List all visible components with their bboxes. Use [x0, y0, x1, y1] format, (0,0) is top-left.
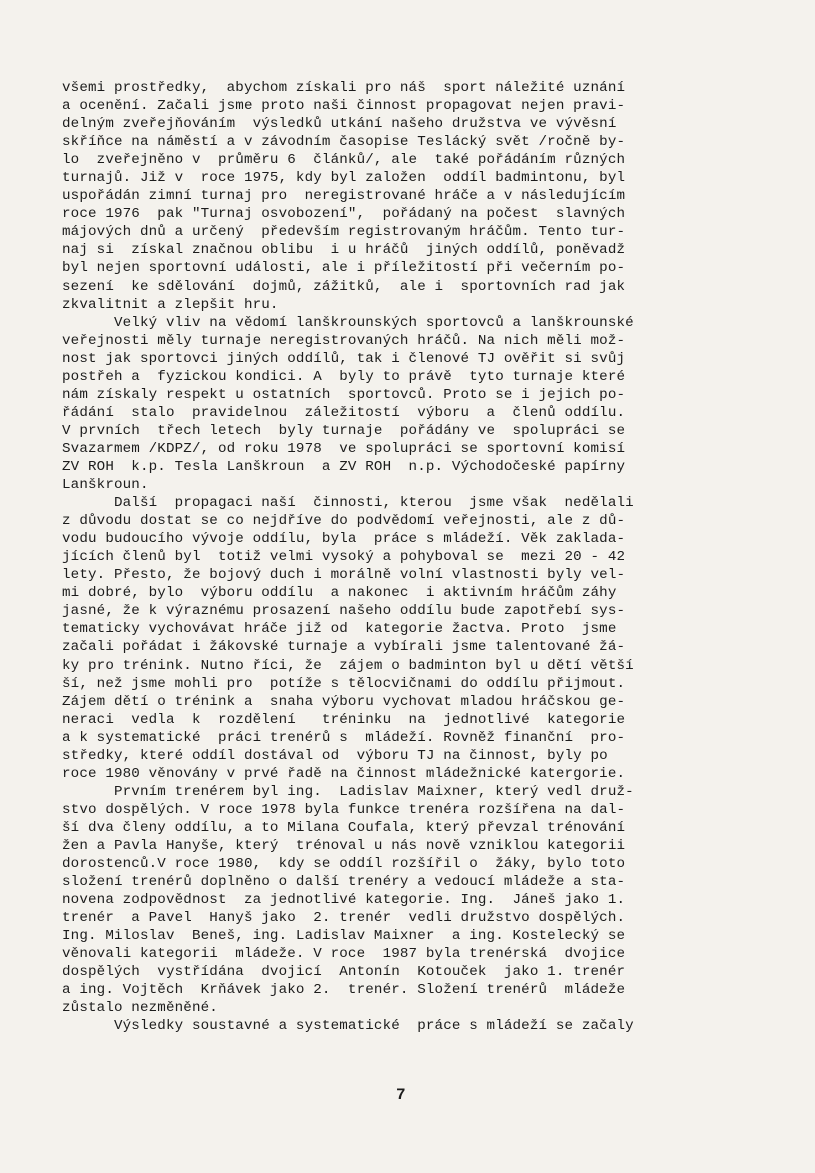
text-line: stvo dospělých. V roce 1978 byla funkce trenéra rozšířena na dal-: [62, 801, 626, 818]
text-line: ší, než jsme mohli pro potíže s tělocvičnami do oddílu přijmout.: [62, 675, 626, 692]
text-line: řádání stalo pravidelnou záležitostí výboru a členů oddílu.: [62, 404, 626, 421]
text-line: všemi prostředky, abychom získali pro náš sport náležité uznání: [62, 80, 626, 96]
text-line: byl nejen sportovní události, ale i příležitostí při večerním po-: [62, 260, 626, 277]
text-line: ší dva členy oddílu, a to Milana Coufala, který převzal trénování: [62, 819, 626, 836]
text-line: žen a Pavla Hanyše, který trénoval u nás nově vzniklou kategorii: [62, 837, 626, 854]
text-line: jících členů byl totiž velmi vysoký a pohyboval se mezi 20 - 42: [62, 549, 626, 566]
text-line: a ocenění. Začali jsme proto naši činnost propagovat nejen pravi-: [62, 98, 626, 115]
text-line: Velký vliv na vědomí lanškrounských sportovců a lanškrounské: [62, 314, 634, 331]
text-line: lo zveřejněno v průměru 6 článků/, ale také pořádáním různých: [62, 152, 626, 169]
text-line: zkvalitnit a zlepšit hru.: [62, 296, 279, 313]
text-line: novena zodpovědnost za jednotlivé kategorie. Ing. Jáneš jako 1.: [62, 892, 626, 909]
text-line: Ing. Miloslav Beneš, ing. Ladislav Maixner a ing. Kostelecký se: [62, 928, 626, 945]
text-line: z důvodu dostat se co nejdříve do podvědomí veřejnosti, ale z dů-: [62, 513, 626, 530]
text-line: ZV ROH k.p. Tesla Lanškroun a ZV ROH n.p. Východočeské papírny: [62, 458, 626, 475]
text-line: dorostenců.V roce 1980, kdy se oddíl rozšířil o žáky, bylo toto: [62, 856, 626, 873]
text-line: a k systematické práci trenérů s mládeží. Rovněž finanční pro-: [62, 729, 626, 746]
body-text: [62, 79, 758, 1035]
text-line: skříňce na náměstí a v závodním časopise Teslácký svět /ročně by-: [62, 134, 626, 151]
text-line: delným zveřejňováním výsledků utkání našeho družstva ve vývěsní: [62, 116, 617, 133]
text-line: středky, které oddíl dostával od výboru TJ na činnost, byly po: [62, 747, 608, 764]
text-line: nám získaly respekt u ostatních sportovců. Proto se i jejich po-: [62, 386, 626, 403]
text-line: Svazarmem /KDPZ/, od roku 1978 ve spolupráci se sportovní komisí: [62, 440, 626, 457]
text-line: tematicky vychovávat hráče již od kategorie žactva. Proto jsme: [62, 621, 617, 638]
text-line: roce 1976 pak "Turnaj osvobození", pořádaný na počest slavných: [62, 206, 626, 223]
text-line: mi dobré, bylo výboru oddílu a nakonec i aktivním hráčům záhy: [62, 585, 617, 602]
text-line: Další propagaci naší činnosti, kterou jsme však nedělali: [62, 495, 634, 512]
text-line: roce 1980 věnovány v prvé řadě na činnost mládežnické katergorie.: [62, 765, 626, 782]
text-line: a ing. Vojtěch Krňávek jako 2. trenér. Složení trenérů mládeže: [62, 982, 626, 999]
text-line: Prvním trenérem byl ing. Ladislav Maixner, který vedl druž-: [62, 783, 634, 800]
text-line: dospělých vystřídána dvojicí Antonín Kotouček jako 1. trenér: [62, 964, 626, 981]
text-line: Výsledky soustavné a systematické práce s mládeží se začaly: [62, 1018, 634, 1035]
text-line: veřejnosti měly turnaje neregistrovaných hráčů. Na nich měli mož-: [62, 332, 626, 349]
text-line: Zájem dětí o trénink a snaha výboru vychovat mladou hráčskou ge-: [62, 693, 626, 710]
text-line: V prvních třech letech byly turnaje pořádány ve spolupráci se: [62, 422, 626, 439]
text-line: naj si získal značnou oblibu i u hráčů jiných oddílů, poněvadž: [62, 242, 626, 259]
text-line: trenér a Pavel Hanyš jako 2. trenér vedli družstvo dospělých.: [62, 910, 626, 927]
text-line: sezení ke sdělování dojmů, zážitků, ale i sportovních rad jak: [62, 278, 626, 295]
text-line: začali pořádat i žákovské turnaje a vybírali jsme talentované žá-: [62, 639, 626, 656]
text-line: lety. Přesto, že bojový duch i morálně volní vlastnosti byly vel-: [62, 567, 626, 584]
text-line: složení trenérů doplněno o další trenéry a vedoucí mládeže a sta-: [62, 874, 626, 891]
text-line: vodu budoucího vývoje oddílu, byla práce s mládeží. Věk zaklada-: [62, 531, 626, 548]
text-line: neraci vedla k rozdělení tréninku na jednotlivé kategorie: [62, 711, 626, 728]
text-line: věnovali kategorii mládeže. V roce 1987 byla trenérská dvojice: [62, 946, 626, 963]
text-line: ky pro trénink. Nutno říci, že zájem o badminton byl u dětí větší: [62, 657, 634, 674]
text-line: jasné, že k výraznému prosazení našeho oddílu bude zapotřebí sys-: [62, 603, 626, 620]
page-number: 7: [396, 1086, 406, 1104]
text-line: zůstalo nezměněné.: [62, 1000, 218, 1017]
text-line: nost jak sportovci jiných oddílů, tak i členové TJ ověřit si svůj: [62, 350, 626, 367]
text-line: májových dnů a určený především registrovaným hráčům. Tento tur-: [62, 224, 626, 241]
text-line: postřeh a fyzickou kondici. A byly to právě tyto turnaje které: [62, 368, 626, 385]
text-line: turnajů. Již v roce 1975, kdy byl založen oddíl badmintonu, byl: [62, 170, 626, 187]
text-line: Lanškroun.: [62, 477, 149, 494]
text-line: uspořádán zimní turnaj pro neregistrované hráče a v následujícím: [62, 188, 626, 205]
